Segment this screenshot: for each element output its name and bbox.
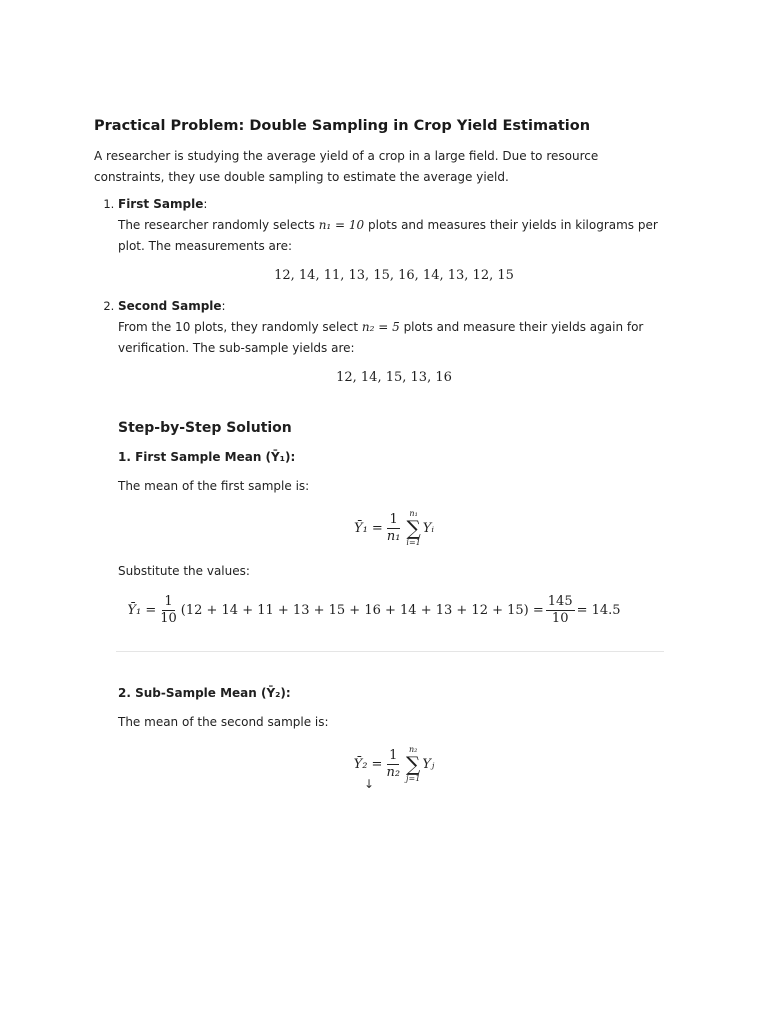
second-sample-text-before: From the 10 plots, they randomly select xyxy=(118,320,362,334)
first-sample-n: n₁ = 10 xyxy=(318,218,365,232)
step1-calc-res-den: 10 xyxy=(551,611,569,626)
step1-frac-den: n₁ xyxy=(386,528,401,544)
step1-calc-res-num: 145 xyxy=(547,594,573,609)
step2-heading: 2. Sub-Sample Mean (Ȳ₂): xyxy=(118,686,291,700)
step1-calc-lhs: Ȳ₁ = xyxy=(127,603,157,618)
first-sample-heading: First Sample xyxy=(118,197,204,211)
scroll-down-button[interactable] xyxy=(357,774,381,794)
first-sample-text-after: plots and measures their yields in kilograms per plot. The measurements are: xyxy=(118,218,658,253)
step2-frac-num: 1 xyxy=(389,747,398,763)
step1-calc-fraction xyxy=(158,594,179,627)
intro-paragraph: A researcher is studying the average yield of a crop in a large field. Due to resource constraints, they use double sampling to estimate the average yield. xyxy=(94,149,599,184)
step2-formula xyxy=(118,745,670,783)
first-sample-values: 12, 14, 11, 13, 15, 16, 14, 13, 12, 15 xyxy=(274,268,514,283)
sigma-icon: ∑ xyxy=(406,516,421,540)
arrow-down-icon: ↓ xyxy=(363,777,375,791)
step2-formula-lhs: Ȳ₂ = xyxy=(353,756,383,772)
sigma-icon: ∑ xyxy=(406,752,421,776)
section-divider xyxy=(116,651,664,652)
step1-sum-bottom: i=1 xyxy=(406,538,421,547)
step2-text: The mean of the second sample is: xyxy=(118,715,329,729)
list-item-first-sample: 1. First Sample: The researcher randomly selects n₁ = 10 plots and measures their yields in kilograms per plot. The measurements are: 12, 14, 11, 13, 15, 16, 14, 13, 12, 15 xyxy=(118,194,670,286)
solution-section xyxy=(118,420,670,783)
step1-calc-result-fraction xyxy=(546,594,575,627)
second-sample-text-after: plots and measure their yields again for verification. The sub-sample yields are: xyxy=(118,320,644,355)
solution-heading: Step-by-Step Solution xyxy=(118,420,292,436)
step1-calc-body: (12 + 14 + 11 + 13 + 15 + 16 + 14 + 13 + 12 + 15) = xyxy=(180,603,544,618)
first-sample-text-before: The researcher randomly selects xyxy=(118,218,319,232)
step1-formula-fraction xyxy=(385,512,403,545)
step2-sum xyxy=(406,745,420,783)
second-sample-heading: Second Sample xyxy=(118,299,222,313)
step1-calculation xyxy=(78,594,670,627)
step1-sum xyxy=(406,509,420,547)
page-title: Practical Problem: Double Sampling in Crop Yield Estimation xyxy=(94,118,591,134)
step1-sum-top: n₁ xyxy=(409,509,418,518)
step1-text: The mean of the first sample is: xyxy=(118,479,310,493)
step2-formula-term: Yⱼ xyxy=(422,756,435,772)
step1-calc-den: 10 xyxy=(160,611,177,626)
step1-calc-result: = 14.5 xyxy=(576,603,621,618)
step1-calc-num: 1 xyxy=(164,594,173,609)
step2-formula-fraction xyxy=(384,748,402,781)
step2-sum-bottom: j=1 xyxy=(406,774,421,783)
step1-formula-lhs: Ȳ₁ = xyxy=(354,520,383,536)
step1-heading: 1. First Sample Mean (Ȳ₁): xyxy=(118,450,296,464)
document xyxy=(94,118,670,797)
second-sample-values: 12, 14, 15, 13, 16 xyxy=(336,370,452,385)
step1-substitute-text: Substitute the values: xyxy=(118,564,250,578)
problem-list xyxy=(94,194,670,388)
step2-frac-den: n₂ xyxy=(386,764,401,780)
step2-sum-top: n₂ xyxy=(409,745,418,754)
step1-formula xyxy=(118,509,670,547)
second-sample-n: n₂ = 5 xyxy=(361,320,400,334)
list-item-second-sample: 2. Second Sample: From the 10 plots, they randomly select n₂ = 5 plots and measure their yields again for verification. The sub-sample yields are: 12, 14, 15, 13, 16 xyxy=(118,296,670,388)
step1-frac-num: 1 xyxy=(389,511,398,527)
step1-formula-term: Yᵢ xyxy=(422,520,434,536)
